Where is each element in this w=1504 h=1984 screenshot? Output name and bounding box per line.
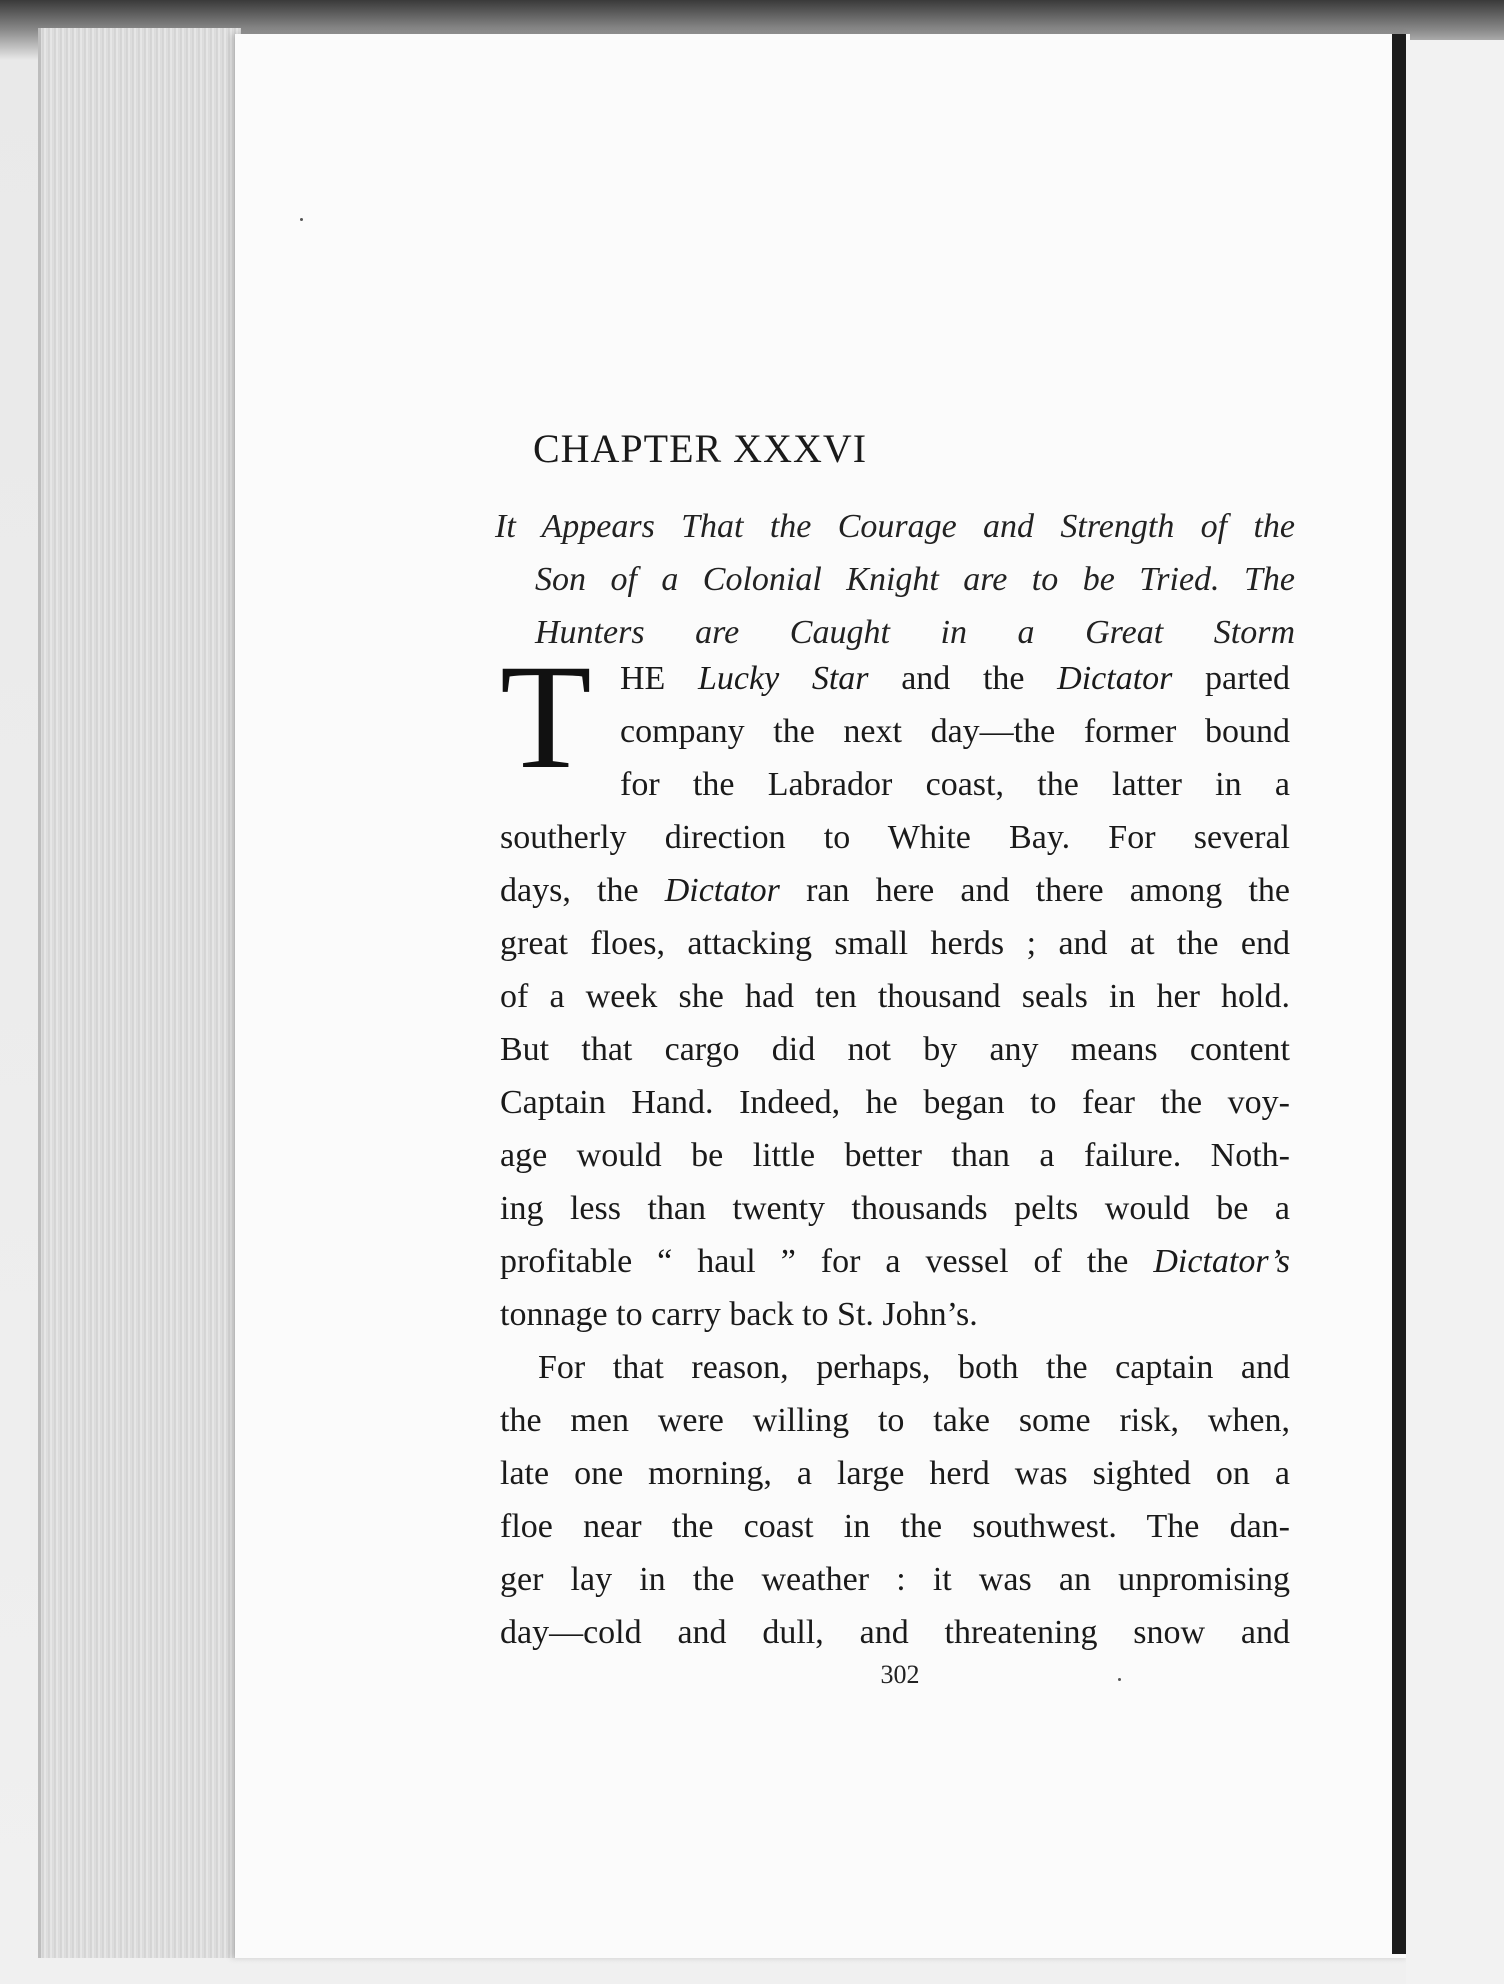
text-line: days, the Dictator ran here and there among the (500, 872, 1290, 909)
book-gutter (1392, 34, 1406, 1954)
text-line: ing less than twenty thousands pelts would be a (500, 1190, 1290, 1227)
text-line: of a week she had ten thousand seals in her hold. (500, 978, 1290, 1015)
text-line: age would be little better than a failure. Noth- (500, 1137, 1290, 1174)
paragraph-2 (500, 1341, 1290, 1659)
facing-page-edge (1406, 40, 1504, 1984)
text-line: company the next day—the former bound (620, 713, 1290, 750)
text-line: great floes, attacking small herds ; and at the end (500, 925, 1290, 962)
text-line: For that reason, perhaps, both the captain and (538, 1349, 1290, 1386)
text-line: tonnage to carry back to St. John’s. (500, 1296, 978, 1333)
text-line: HE Lucky Star and the Dictator parted (620, 660, 1291, 697)
paper-speck (300, 218, 303, 221)
chapter-title: CHAPTER XXXVI (532, 426, 868, 471)
text-line: for the Labrador coast, the latter in a (620, 766, 1290, 803)
subtitle-line: It Appears That the Courage and Strength of the (495, 508, 1295, 545)
text-line: southerly direction to White Bay. For several (500, 819, 1290, 856)
subtitle-line: Son of a Colonial Knight are to be Tried. The (535, 561, 1295, 598)
page-number: 302 (880, 1660, 920, 1689)
subtitle-line: Hunters are Caught in a Great Storm (535, 614, 1295, 651)
text-line: ger lay in the weather : it was an unpromising (500, 1561, 1290, 1598)
text-line: Captain Hand. Indeed, he began to fear the voy- (500, 1084, 1290, 1121)
paragraph-1-opening (500, 634, 1291, 811)
chapter-subtitle (495, 500, 1295, 659)
book-page-edges (38, 28, 241, 1958)
text-line: late one morning, a large herd was sighted on a (500, 1455, 1290, 1492)
text-line: profitable “ haul ” for a vessel of the Dictator’s (500, 1243, 1290, 1280)
text-line: day—cold and dull, and threatening snow and (500, 1614, 1290, 1651)
body-text (500, 634, 1291, 1659)
text-line: the men were willing to take some risk, when, (500, 1402, 1290, 1439)
paper-speck (1118, 1678, 1121, 1681)
text-line: But that cargo did not by any means content (500, 1031, 1290, 1068)
text-line: floe near the coast in the southwest. The dan- (500, 1508, 1290, 1545)
drop-cap: T (500, 634, 592, 800)
